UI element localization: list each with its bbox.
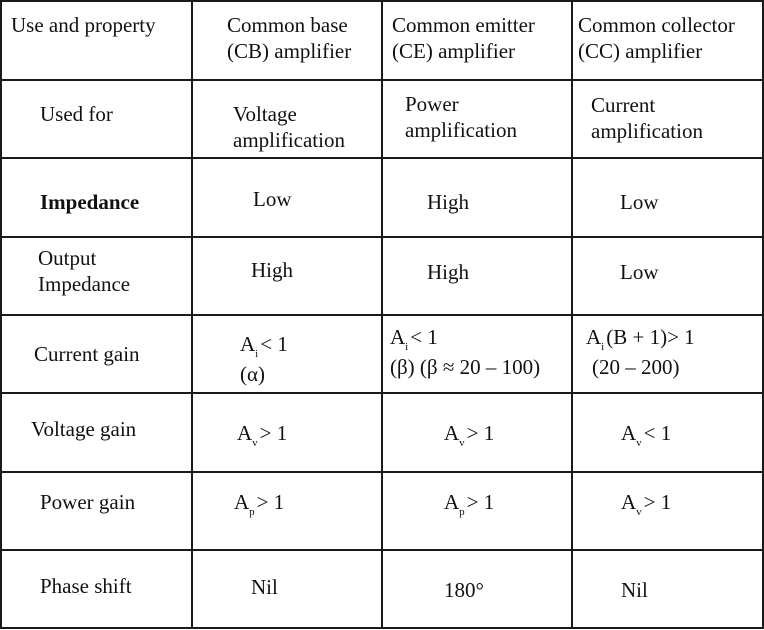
used-for-ce: Power amplification [405, 92, 517, 142]
current-gain-cb: $A_i< 1$ (α) [240, 332, 288, 386]
row-label-impedance: Impedance [40, 190, 140, 214]
header-common-emitter: Common emitter (CE) amplifier [392, 13, 535, 63]
output-impedance-ce: High [427, 260, 469, 284]
row-label-voltage-gain: Voltage gain [31, 417, 137, 441]
voltage-gain-cc: $A_v< 1$ [621, 421, 672, 449]
impedance-cb: Low [253, 187, 292, 211]
impedance-ce: High [427, 190, 469, 214]
power-gain-ce: $A_p> 1$ [444, 490, 495, 518]
header-common-collector: Common collector (CC) amplifier [578, 13, 735, 63]
power-gain-cb: $A_p> 1$ [234, 490, 285, 518]
used-for-cb: Voltage amplification [233, 102, 345, 152]
phase-shift-ce: 180° [444, 578, 484, 602]
power-gain-cc: $A_v> 1$ [621, 490, 672, 518]
header-common-base: Common base (CB) amplifier [227, 13, 352, 63]
current-gain-cc: $A_i(B + 1)> 1$ (20 – 200) [586, 325, 695, 379]
row-label-phase-shift: Phase shift [40, 574, 132, 598]
used-for-cc: Current amplification [591, 93, 703, 143]
header-use-and-property: Use and property [11, 13, 156, 37]
table-rule [571, 0, 573, 629]
row-label-used-for: Used for [40, 102, 113, 126]
phase-shift-cb: Nil [251, 575, 278, 599]
voltage-gain-ce: $A_v> 1$ [444, 421, 495, 449]
output-impedance-cb: High [251, 258, 293, 282]
current-gain-ce: $A_i< 1$ (β) (β ≈ 20 – 100) [390, 325, 541, 379]
table-rule [381, 0, 383, 629]
table-rule [0, 0, 2, 629]
output-impedance-cc: Low [620, 260, 659, 284]
row-label-current-gain: Current gain [34, 342, 140, 366]
impedance-cc: Low [620, 190, 659, 214]
voltage-gain-cb: $A_v> 1$ [237, 421, 288, 449]
row-label-output-impedance: Output Impedance [38, 246, 131, 296]
phase-shift-cc: Nil [621, 578, 648, 602]
row-label-power-gain: Power gain [40, 490, 136, 514]
table-rule [191, 0, 193, 629]
